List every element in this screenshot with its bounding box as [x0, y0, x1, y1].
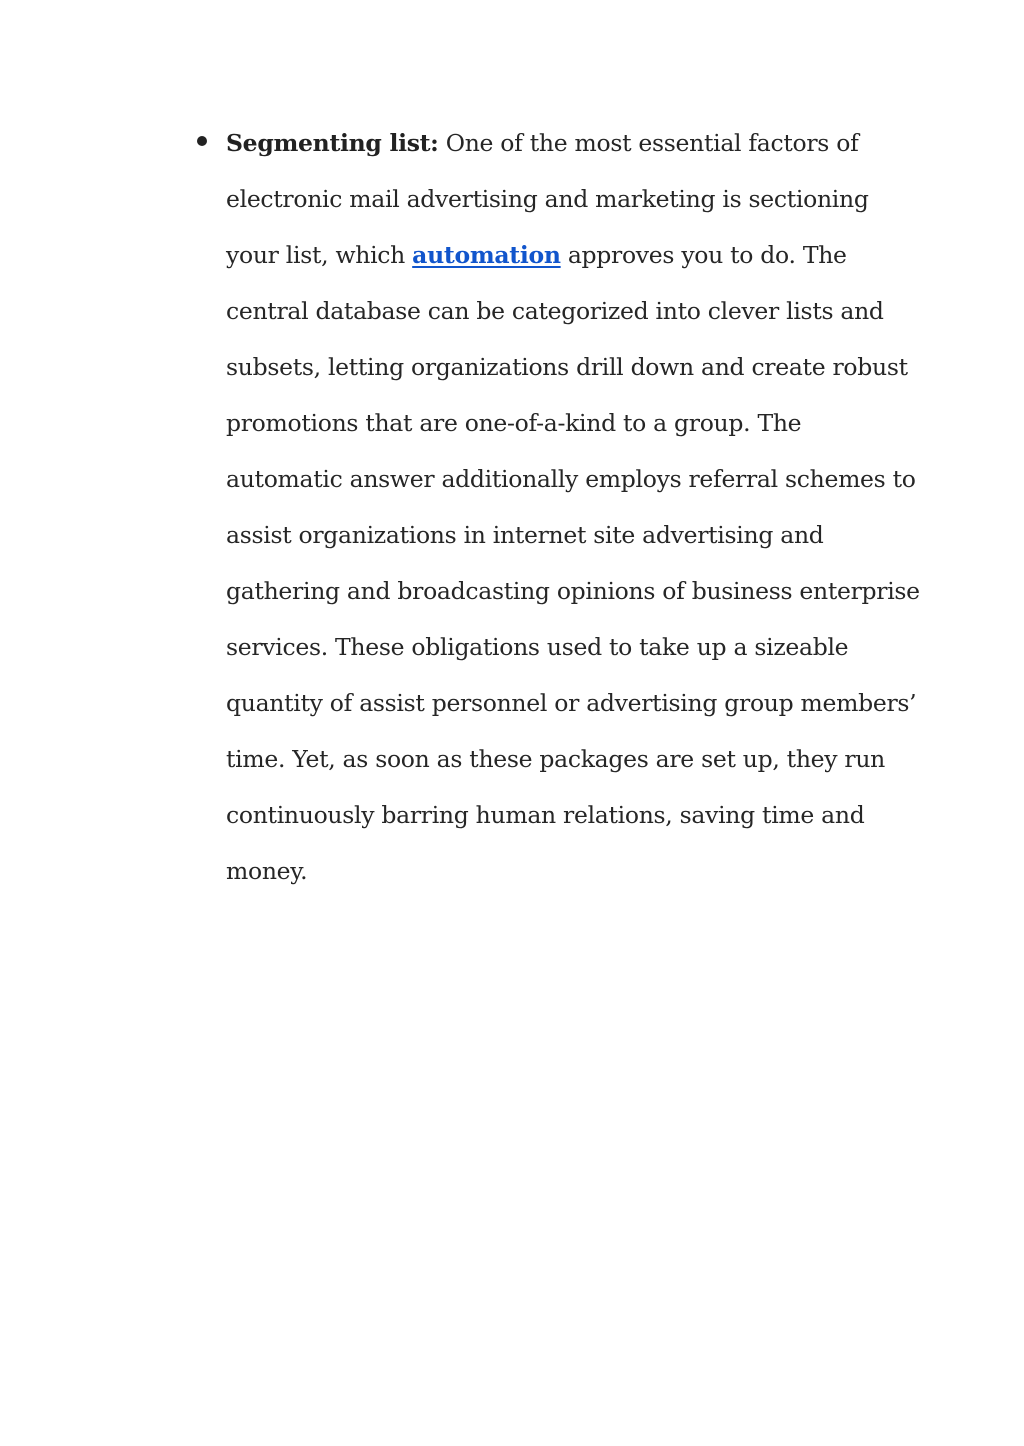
- automation-link[interactable]: automation: [412, 241, 561, 269]
- text-span: One of the most essential factors of: [438, 129, 859, 157]
- text-line: [226, 115, 916, 171]
- text-line: promotions that are one-of-a-kind to a group. The: [226, 409, 802, 437]
- text-line: time. Yet, as soon as these packages are set up, they run: [226, 745, 886, 773]
- text-line: central database can be categorized into clever lists and: [226, 297, 884, 325]
- lead-term: Segmenting list:: [226, 129, 439, 157]
- text-line: continuously barring human relations, saving time and: [226, 801, 865, 829]
- text-line: gathering and broadcasting opinions of business enterprise: [226, 577, 920, 605]
- text-line: assist organizations in internet site advertising and: [226, 521, 824, 549]
- text-line: money.: [226, 857, 308, 885]
- text-line: quantity of assist personnel or advertising group members’: [226, 689, 917, 717]
- text-line: automatic answer additionally employs referral schemes to: [226, 465, 916, 493]
- bullet-icon: [197, 136, 207, 146]
- text-line: subsets, letting organizations drill down and create robust: [226, 353, 908, 381]
- text-line: electronic mail advertising and marketing is sectioning: [226, 185, 869, 213]
- text-line: services. These obligations used to take up a sizeable: [226, 633, 849, 661]
- text-span: your list, which: [226, 241, 413, 269]
- list-item-text: [226, 115, 920, 899]
- list-item: [196, 115, 920, 899]
- text-line: [226, 227, 916, 283]
- text-span: approves you to do. The: [560, 241, 847, 269]
- bullet-list: [196, 115, 920, 899]
